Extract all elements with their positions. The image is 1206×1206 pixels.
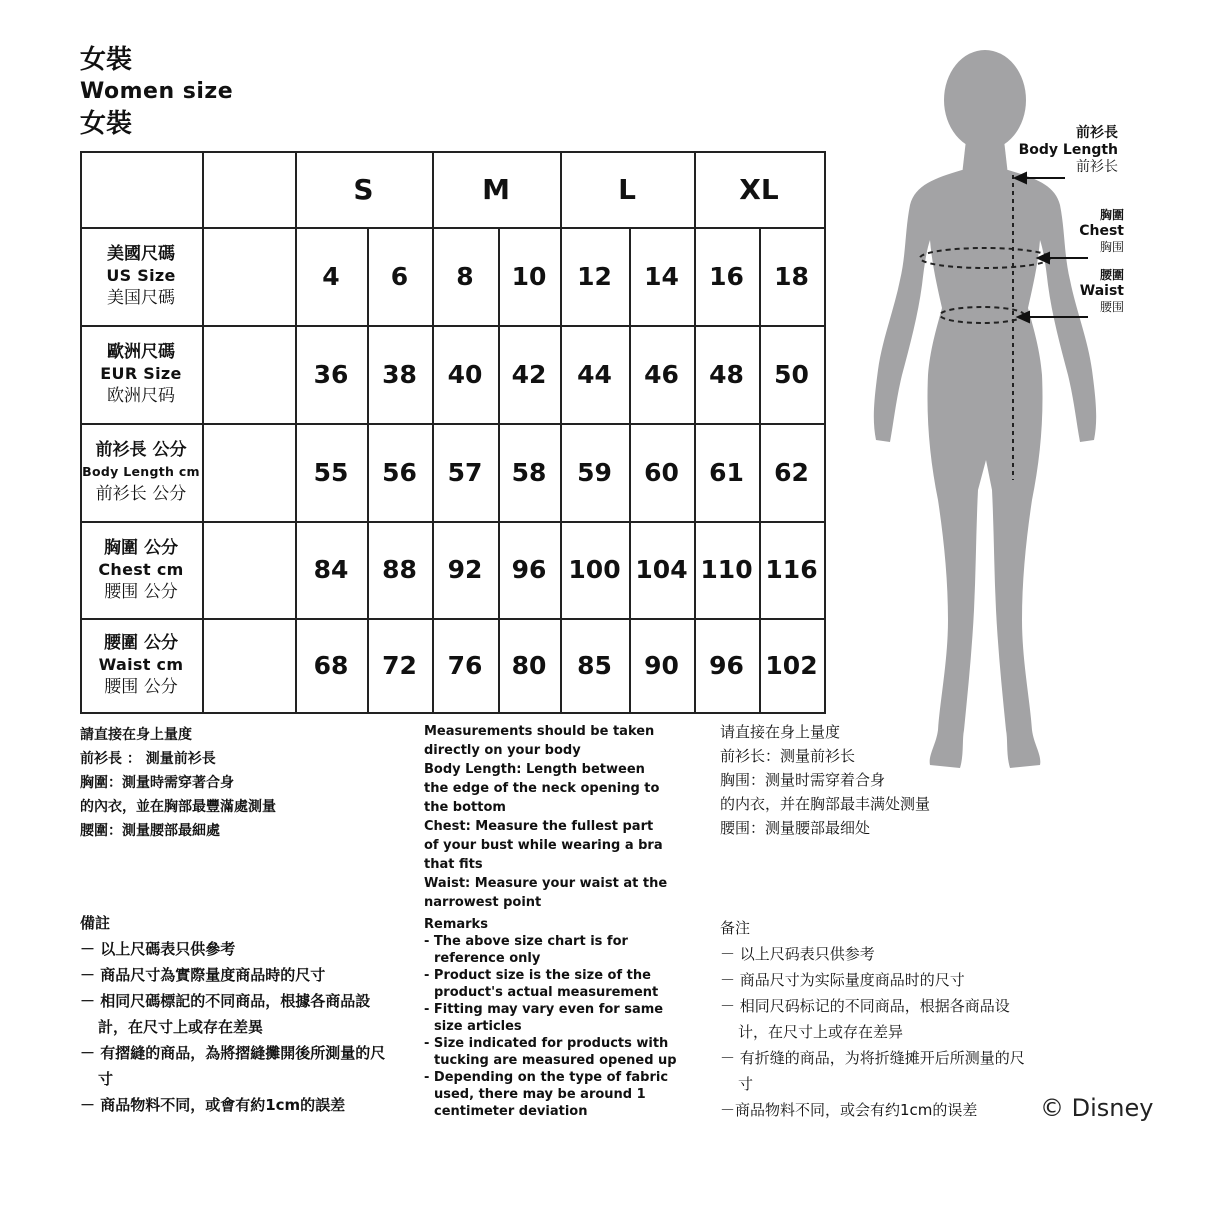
note-line: 請直接在身上量度 <box>80 727 192 743</box>
row-label-zh-simp: 欧洲尺码 <box>107 386 175 406</box>
table-cell: 90 <box>644 650 679 680</box>
remark-item: －商品物料不同，或会有约1cm的误差 <box>720 1101 978 1119</box>
table-cell: 48 <box>709 359 744 389</box>
remarks-title: 备注 <box>720 919 751 937</box>
note-line: 请直接在身上量度 <box>720 723 841 741</box>
row-label-en: US Size <box>106 266 176 285</box>
remark-item: - Depending on the type of fabric used, there may be around 1 centimeter deviation <box>424 1070 669 1119</box>
table-cell: 40 <box>447 359 483 389</box>
remarks-en <box>424 916 694 1120</box>
table-cell: 58 <box>511 457 547 487</box>
table-cell: 104 <box>635 555 688 584</box>
label-chest <box>1060 208 1124 255</box>
remarks-title: Remarks <box>424 917 488 932</box>
table-cell: 62 <box>774 457 809 487</box>
notes-trad <box>80 723 276 843</box>
row-label-zh-trad: 胸圍 公分 <box>104 537 178 558</box>
table-cell: 92 <box>447 555 483 584</box>
table-cell: 16 <box>709 261 744 291</box>
size-header: XL <box>739 172 779 206</box>
remarks-simp <box>720 915 1030 1123</box>
table-cell: 85 <box>577 650 612 680</box>
remark-item: － 相同尺碼標記的不同商品，根據各商品設計，在尺寸上或存在差異 <box>80 992 371 1036</box>
row-label-zh-simp: 美国尺碼 <box>107 288 175 308</box>
row-label <box>80 618 202 712</box>
note-line: directly on your body <box>424 743 581 758</box>
row-label-en: Waist cm <box>98 655 184 674</box>
title-zh-trad: 女裝 <box>80 45 133 75</box>
table-cell: 96 <box>709 650 744 680</box>
remark-item: － 有摺縫的商品，為將摺縫攤開後所測量的尺寸 <box>80 1044 386 1088</box>
table-cell: 59 <box>577 457 612 487</box>
size-header: L <box>618 172 636 206</box>
table-cell: 50 <box>774 359 809 389</box>
row-label-en: Chest cm <box>98 559 184 579</box>
table-cell: 55 <box>313 457 349 487</box>
table-cell: 68 <box>313 650 349 680</box>
table-cell: 8 <box>456 261 474 291</box>
note-line: Waist: Measure your waist at the <box>424 876 668 891</box>
table-cell: 42 <box>511 359 547 389</box>
table-cell: 88 <box>382 555 417 584</box>
note-line: Measurements should be taken <box>424 724 655 739</box>
table-cell: 96 <box>511 555 547 584</box>
table-cell: 116 <box>765 555 818 584</box>
remark-item: - Product size is the size of the product's actual measurement <box>424 968 659 1000</box>
notes-en <box>424 722 694 912</box>
row-label <box>80 227 202 325</box>
note-line: narrowest point <box>424 895 542 910</box>
label-zh-trad: 胸圍 <box>1099 208 1124 222</box>
label-zh-simp: 胸围 <box>1099 240 1124 254</box>
note-line: Body Length: Length between <box>424 762 645 777</box>
remark-item: － 商品物料不同，或會有約1cm的誤差 <box>80 1096 346 1114</box>
table-cell: 102 <box>765 650 818 680</box>
note-line: the bottom <box>424 800 506 815</box>
row-label-zh-trad: 前衫長 公分 <box>95 440 187 460</box>
copyright-logo: © Disney <box>1040 1094 1154 1122</box>
size-header: M <box>482 172 510 206</box>
remark-item: － 有折缝的商品，为将折缝摊开后所测量的尺寸 <box>720 1049 1025 1093</box>
row-label-zh-trad: 腰圍 公分 <box>104 633 178 653</box>
table-cell: 61 <box>709 457 744 487</box>
size-header: S <box>353 172 374 206</box>
title-en: Women size <box>80 79 234 104</box>
label-en: Waist <box>1079 283 1124 299</box>
remarks-trad <box>80 910 390 1118</box>
table-cell: 36 <box>313 359 349 389</box>
note-line: that fits <box>424 857 483 872</box>
note-line: of your bust while wearing a bra <box>424 838 663 853</box>
remark-item: - Fitting may vary even for same size articles <box>424 1002 664 1034</box>
note-line: 前衫長 ： 測量前衫長 <box>80 751 216 767</box>
note-line: 腰围：测量腰部最细处 <box>720 819 871 837</box>
page-title <box>80 44 233 140</box>
remark-item: － 商品尺寸為實際量度商品時的尺寸 <box>80 966 326 984</box>
note-line: 前衫长：测量前衫长 <box>720 747 856 765</box>
remark-item: - Size indicated for products with tucking are measured opened up <box>424 1036 677 1068</box>
table-cell: 110 <box>700 555 753 584</box>
row-label-zh-simp: 前衫长 公分 <box>95 484 187 504</box>
label-zh-trad: 腰圍 <box>1099 268 1124 282</box>
label-zh-trad: 前衫長 <box>1076 125 1118 141</box>
note-line: 的內衣，並在胸部最豐滿處測量 <box>80 799 276 815</box>
row-label-en: Body Length cm <box>82 464 200 479</box>
table-cell: 57 <box>447 457 483 487</box>
table-cell: 38 <box>382 359 417 389</box>
remark-item: - The above size chart is for reference only <box>424 934 628 966</box>
table-vline <box>202 151 204 714</box>
row-label-en: EUR Size <box>100 364 182 383</box>
remark-item: － 相同尺码标记的不同商品，根据各商品设计，在尺寸上或存在差异 <box>720 997 1010 1041</box>
row-label-zh-trad: 美國尺碼 <box>107 244 175 264</box>
label-zh-simp: 前衫长 <box>1076 159 1118 175</box>
table-vline <box>824 151 826 714</box>
note-line: 胸围：测量时需穿着合身 <box>720 771 886 789</box>
label-en: Chest <box>1079 223 1124 239</box>
table-cell: 12 <box>577 261 612 291</box>
table-cell: 60 <box>644 457 679 487</box>
table-cell: 6 <box>390 261 409 291</box>
note-line: the edge of the neck opening to <box>424 781 660 796</box>
table-cell: 84 <box>313 555 349 584</box>
table-cell: 44 <box>577 359 612 389</box>
remarks-title: 備註 <box>80 914 111 932</box>
remark-item: － 商品尺寸为实际量度商品时的尺寸 <box>720 971 965 989</box>
table-cell: 72 <box>382 650 417 680</box>
table-cell: 4 <box>322 261 340 291</box>
table-cell: 80 <box>511 650 547 680</box>
row-label <box>80 325 202 423</box>
table-cell: 100 <box>568 555 621 584</box>
remark-item: － 以上尺码表只供参考 <box>720 945 875 963</box>
table-cell: 76 <box>447 650 483 680</box>
table-cell: 56 <box>382 457 417 487</box>
label-waist <box>1060 268 1124 315</box>
table-cell: 14 <box>644 261 679 291</box>
table-hline <box>80 712 824 714</box>
label-en: Body Length <box>1018 142 1118 158</box>
note-line: 的内衣，并在胸部最丰满处测量 <box>720 795 931 813</box>
title-zh-simp: 女裝 <box>80 109 133 139</box>
label-body-length <box>1010 125 1118 176</box>
table-cell: 18 <box>774 261 809 291</box>
table-cell: 46 <box>644 359 679 389</box>
table-cell: 10 <box>511 261 547 291</box>
label-zh-simp: 腰围 <box>1099 300 1124 314</box>
remark-item: － 以上尺碼表只供參考 <box>80 940 236 958</box>
row-label <box>80 423 202 521</box>
row-label-zh-simp: 腰围 公分 <box>104 677 178 697</box>
row-label-zh-trad: 歐洲尺碼 <box>107 342 175 362</box>
row-label-zh-simp: 腰围 公分 <box>104 581 178 602</box>
note-line: 腰圍：測量腰部最細處 <box>80 823 220 839</box>
note-line: Chest: Measure the fullest part <box>424 819 654 834</box>
note-line: 胸圍：測量時需穿著合身 <box>80 775 234 791</box>
row-label <box>80 521 202 618</box>
